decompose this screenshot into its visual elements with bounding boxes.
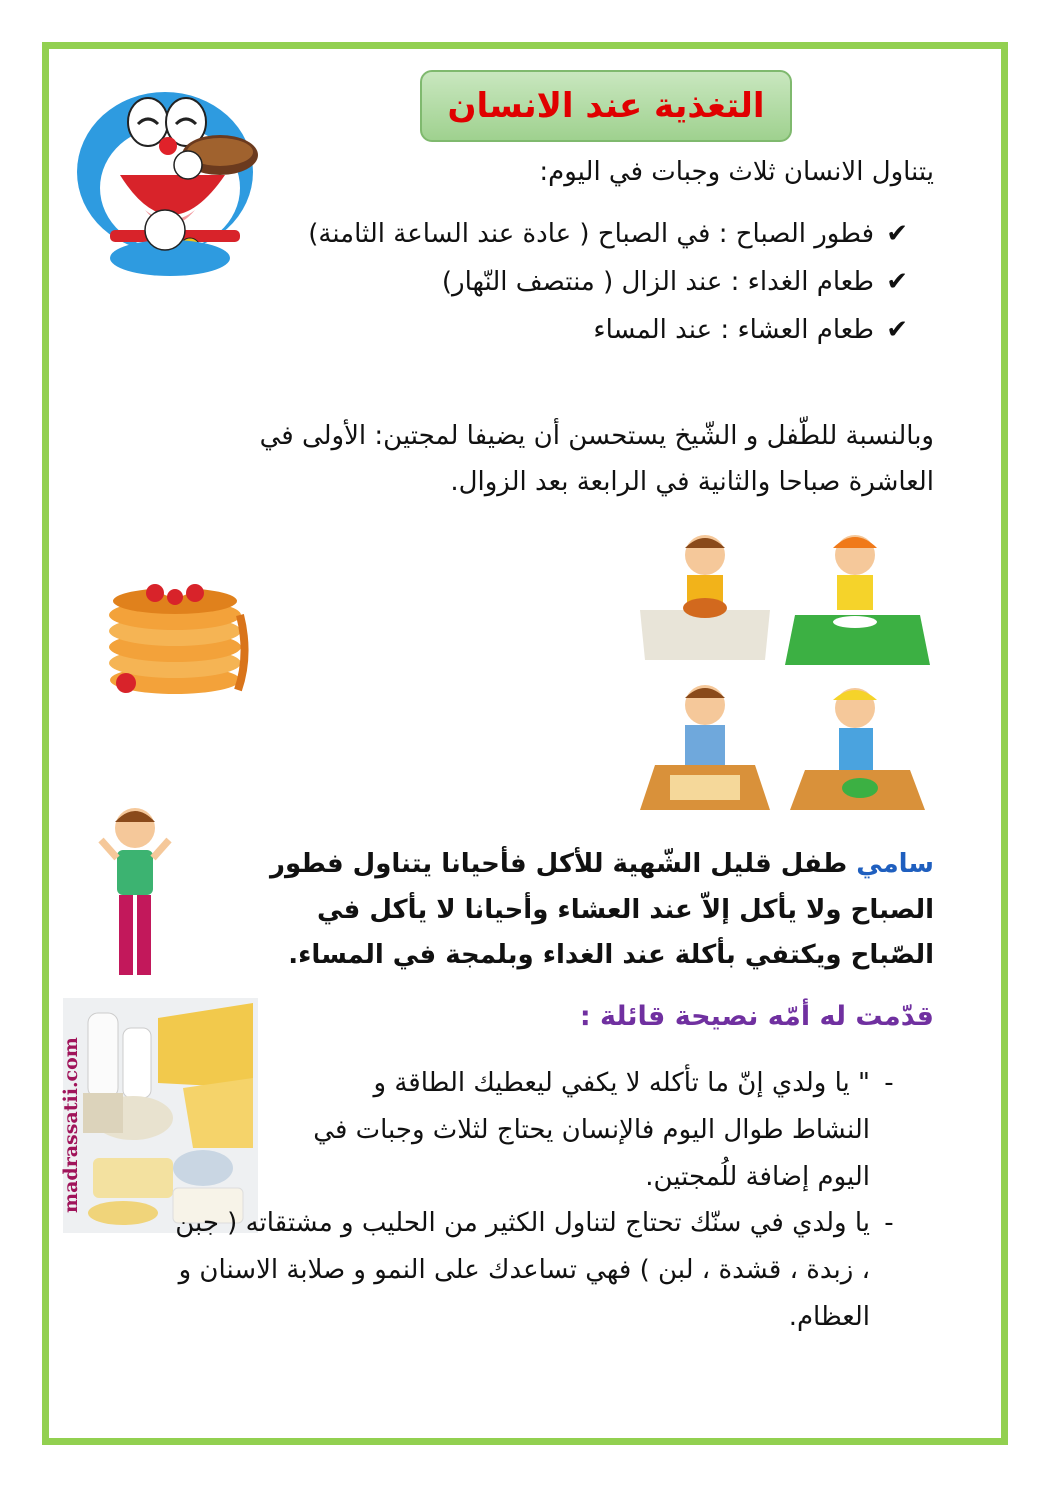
meal-text: طعام العشاء : عند المساء [593, 315, 874, 346]
list-item [308, 212, 908, 256]
check-icon: ✔ [886, 219, 908, 249]
meal-text: فطور الصباح : في الصباح ( عادة عند الساعة الثامنة) [308, 219, 874, 249]
story-text: طفل قليل الشّهية للأكل فأحيانا يتناول فطور الصباح ولا يأكل إلاّ عند العشاء وأحيانا لا يأكل في الصّباح ويكتفي بأكلة عند الغداء وبلمجة في المساء. [270, 849, 934, 970]
advice-text: يا ولدي في سنّك تحتاج لتناول الكثير من الحليب و مشتقاته ( جبن ، زبدة ، قشدة ، لبن ) فهي تساعدك على النمو و صلابة الاسنان و العظام. [175, 1208, 870, 1332]
check-icon: ✔ [886, 267, 908, 298]
list-item [308, 260, 908, 304]
dash-marker: - [884, 1208, 894, 1239]
check-icon: ✔ [886, 315, 908, 346]
boy-illustration [95, 800, 175, 985]
watermark: madrassatii.com [60, 1037, 82, 1213]
list-item [168, 1200, 908, 1340]
pancakes-illustration [100, 555, 260, 705]
snack-paragraph: وبالنسبة للطّفل و الشّيخ يستحسن أن يضيفا لمجتين: الأولى في العاشرة صباحا والثانية في الرابعة بعد الزوال. [259, 421, 934, 497]
story-paragraph [234, 842, 934, 979]
list-item [168, 1060, 908, 1200]
advice-list [168, 1060, 908, 1341]
meal-text: طعام الغداء : عند الزال ( منتصف النّهار) [441, 267, 874, 298]
kids-meals-illustration [635, 530, 935, 815]
meals-list [308, 212, 908, 357]
list-item [308, 308, 908, 352]
advice-heading: قدّمت له أمّه نصيحة قائلة : [579, 1001, 934, 1032]
title-box [420, 70, 792, 142]
child-name: سامي [856, 849, 934, 879]
advice-text: " يا ولدي إنّ ما تأكله لا يكفي ليعطيك الطاقة و النشاط طوال اليوم فالإنسان يحتاج لثلاث وجبات في اليوم إضافة للُمجتين. [313, 1068, 870, 1192]
intro-text: يتناول الانسان ثلاث وجبات في اليوم: [539, 157, 934, 187]
page-title: التغذية عند الانسان [447, 86, 765, 126]
dash-marker: - [884, 1068, 894, 1098]
